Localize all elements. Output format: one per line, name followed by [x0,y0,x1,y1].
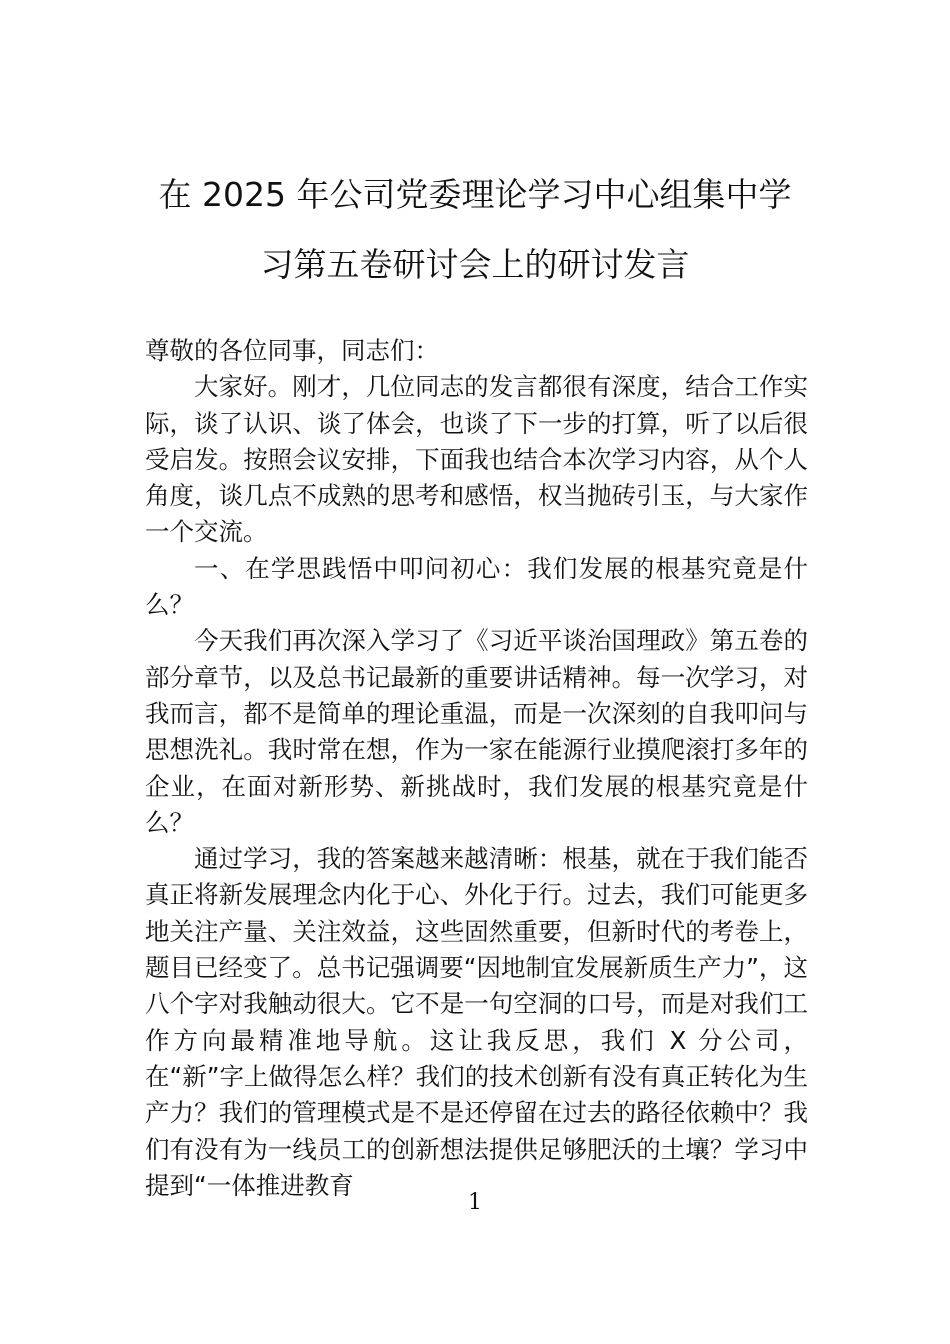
section-heading-1: 一、在学思践悟中叩问初心：我们发展的根基究竟是什么？ [145,553,808,620]
document-title-line-1: 在 2025 年公司党委理论学习中心组集中学 [158,175,792,214]
salutation: 尊敬的各位同事，同志们： [145,336,439,365]
document-title-line-2: 习第五卷研讨会上的研讨发言 [260,245,690,284]
paragraph-study: 今天我们再次深入学习了《习近平谈治国理政》第五卷的部分章节，以及总书记最新的重要讲话精神。每一次学习，对我而言，都不是简单的理论重温，而是一次深刻的自我叩问与思想洗礼。我时常在想，作为一家在能源行业摸爬滚打多年的企业，在面对新形势、新挑战时，我们发展的根基究竟是什么？ [145,626,808,837]
paragraph-opening: 大家好。刚才，几位同志的发言都很有深度，结合工作实际，谈了认识、谈了体会，也谈了下一步的打算，听了以后很受启发。按照会议安排，下面我也结合本次学习内容，从个人角度，谈几点不成熟的思考和感悟，权当抛砖引玉，与大家作一个交流。 [145,372,808,547]
document-body [145,333,808,1204]
paragraph-answer: 通过学习，我的答案越来越清晰：根基，就在于我们能否真正将新发展理念内化于心、外化于行。过去，我们可能更多地关注产量、关注效益，这些固然重要，但新时代的考卷上，题目已经变了。总书记强调要“因地制宜发展新质生产力”，这八个字对我触动很大。它不是一句空洞的口号，而是对我们工作方向最精准地导航。这让我反思，我们 X 分公司，在“新”字上做得怎么样？我们的技术创新有没有真正转化为生产力？我们的管理模式是不是还停留在过去的路径依赖中？我们有没有为一线员工的创新想法提供足够肥沃的土壤？学习中提到“一体推进教育 [145,844,808,1200]
page-number: 1 [468,1190,482,1215]
